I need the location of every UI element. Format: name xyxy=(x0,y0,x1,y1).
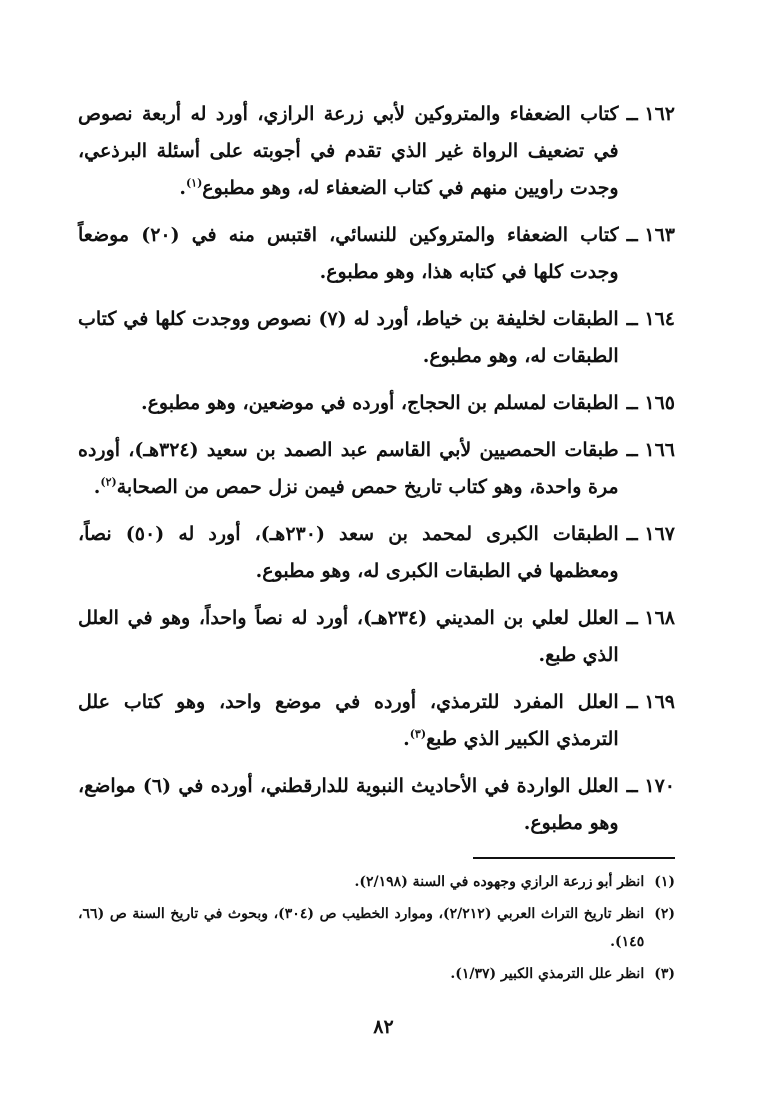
entry-text: الطبقات الكبرى لمحمد بن سعد (٢٣٠هـ)، أورد له (٥٠) نصاً، ومعظمها في الطبقات الكبرى له، وهو مطبوع. xyxy=(78,523,619,582)
entry-164 xyxy=(78,301,675,375)
entry-number: ١٧٠ ــ xyxy=(626,775,675,797)
entry-number: ١٦٩ ــ xyxy=(626,691,675,713)
entry-text: كتاب الضعفاء والمتروكين للنسائي، اقتبس منه في (٢٠) موضعاً وجدت كلها في كتابه هذا، وهو مطبوع. xyxy=(78,224,619,283)
footnote-number: (٢) xyxy=(654,906,675,922)
entry-number: ١٦٨ ــ xyxy=(626,607,675,629)
page-number: ٨٢ xyxy=(373,1016,394,1038)
footnote-ref[interactable]: (٢) xyxy=(100,475,117,489)
footnote-text: انظر تاريخ التراث العربي (٢/٢١٢)، وموارد الخطيب ص (٣٠٤)، وبحوث في تاريخ السنة ص (٦٦، ١٤٥). xyxy=(78,906,645,950)
entry-text: الطبقات لمسلم بن الحجاج، أورده في موضعين، وهو مطبوع. xyxy=(140,392,619,414)
entry-number: ١٦٢ ــ xyxy=(626,103,675,125)
entry-number: ١٦٧ ــ xyxy=(626,523,675,545)
footnote-ref[interactable]: (٣) xyxy=(409,727,427,741)
entry-169 xyxy=(78,684,675,758)
footnote-2 xyxy=(78,900,675,956)
entry-163 xyxy=(78,217,675,291)
footnotes xyxy=(78,868,675,992)
footnote-3 xyxy=(78,960,675,988)
entry-166 xyxy=(78,432,675,506)
footnote-number: (٣) xyxy=(654,966,675,982)
entry-number: ١٦٦ ــ xyxy=(626,439,675,461)
entry-165 xyxy=(78,385,675,422)
footnote-separator xyxy=(473,857,675,859)
entry-number: ١٦٣ ــ xyxy=(626,224,675,246)
entry-162 xyxy=(78,96,675,207)
entry-168 xyxy=(78,600,675,674)
entry-number: ١٦٤ ــ xyxy=(626,308,675,330)
entry-167 xyxy=(78,516,675,590)
entry-text: العلل لعلي بن المديني (٢٣٤هـ)، أورد له نصاً واحداً، وهو في العلل الذي طبع. xyxy=(78,607,619,666)
entry-text: طبقات الحمصيين لأبي القاسم عبد الصمد بن سعيد (٣٢٤هـ)، أورده مرة واحدة، وهو كتاب تاريخ حمص فيمن نزل حمص من الصحابة$^{(٢)}$. xyxy=(78,439,619,498)
entry-text: الطبقات لخليفة بن خياط، أورد له (٧) نصوص ووجدت كلها في كتاب الطبقات له، وهو مطبوع. xyxy=(78,308,619,367)
entry-text: العلل الواردة في الأحاديث النبوية للدارقطني، أورده في (٦) مواضع، وهو مطبوع. xyxy=(78,775,619,834)
footnote-text: انظر علل الترمذي الكبير (١/٣٧). xyxy=(450,966,645,982)
entry-170 xyxy=(78,768,675,842)
footnote-text: انظر أبو زرعة الرازي وجهوده في السنة (٢/١٩٨). xyxy=(354,874,645,890)
footnote-number: (١) xyxy=(654,874,675,890)
entry-number: ١٦٥ ــ xyxy=(626,392,675,414)
entry-text: العلل المفرد للترمذي، أورده في موضع واحد، وهو كتاب علل الترمذي الكبير الذي طبع$^{(٣)}$. xyxy=(78,691,619,750)
footnote-1 xyxy=(78,868,675,896)
footnote-ref[interactable]: (١) xyxy=(185,176,203,190)
entry-text: كتاب الضعفاء والمتروكين لأبي زرعة الرازي، أورد له أربعة نصوص في تضعيف الرواة غير الذي تقدم في أجوبته على أسئلة البرذعي، وجدت راويين منهم في كتاب الضعفاء له، وهو مطبوع$^{(١)}$. xyxy=(78,103,619,199)
entry-list xyxy=(78,96,675,852)
